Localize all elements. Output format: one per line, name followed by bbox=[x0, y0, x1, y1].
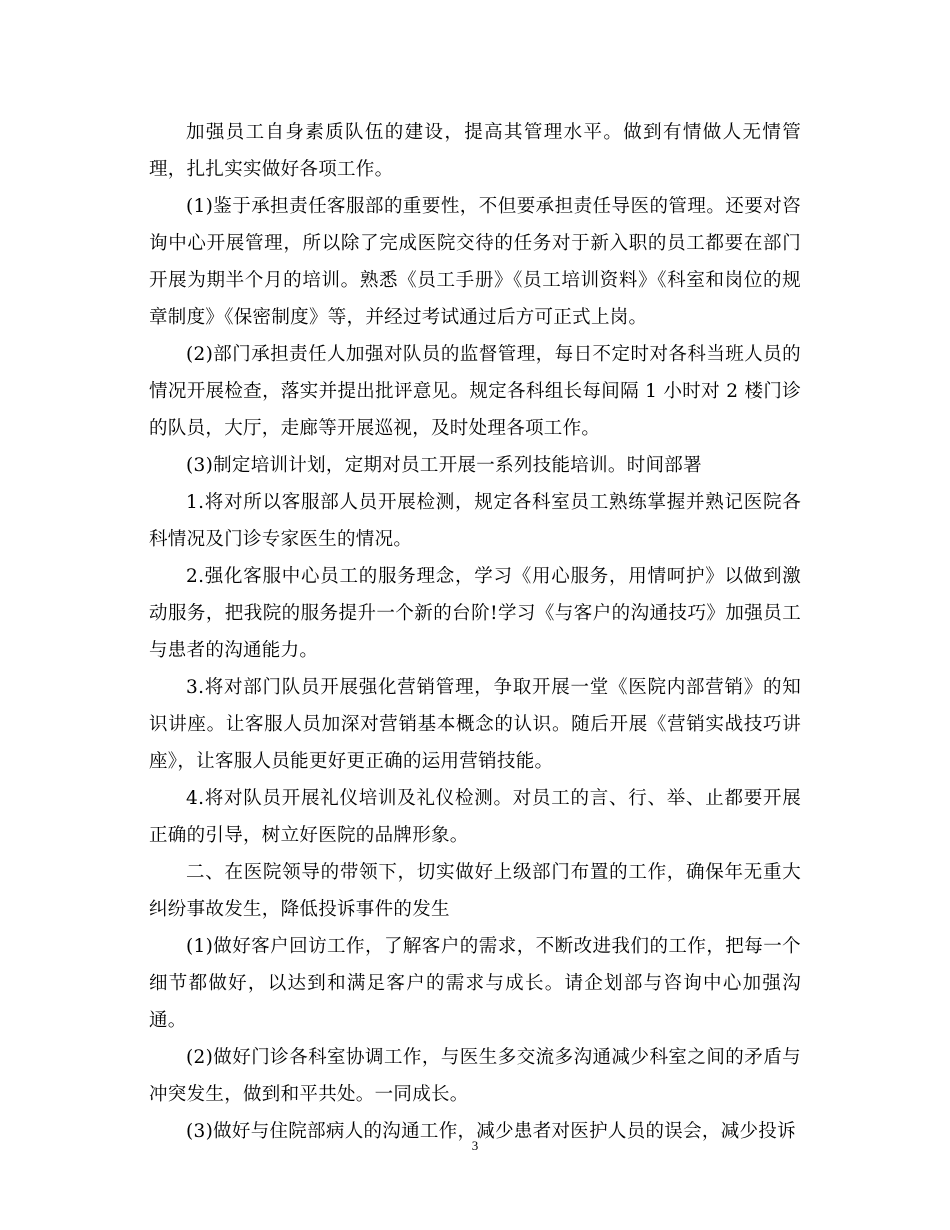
paragraph: (2)部门承担责任人加强对队员的监督管理，每日不定时对各科当班人员的情况开展检查，落实并提出批评意见。规定各科组长每间隔 1 小时对 2 楼门诊的队员，大厅，走廊等开展巡视，及时处理各项工作。 bbox=[149, 344, 801, 439]
paragraph: 二、在医院领导的带领下，切实做好上级部门布置的工作，确保年无重大纠纷事故发生，降低投诉事件的发生 bbox=[149, 862, 801, 920]
paragraph: 加强员工自身素质队伍的建设，提高其管理水平。做到有情做人无情管理，扎扎实实做好各项工作。 bbox=[149, 122, 801, 180]
paragraph: (2)做好门诊各科室协调工作，与医生多交流多沟通减少科室之间的矛盾与冲突发生，做到和平共处。一同成长。 bbox=[149, 1047, 801, 1105]
page-number: 3 bbox=[471, 1138, 479, 1153]
paragraph: 3.将对部门队员开展强化营销管理，争取开展一堂《医院内部营销》的知识讲座。让客服人员加深对营销基本概念的认识。随后开展《营销实战技巧讲座》，让客服人员能更好更正确的运用营销技能。 bbox=[149, 677, 801, 772]
paragraph: (1)鉴于承担责任客服部的重要性，不但要承担责任导医的管理。还要对咨询中心开展管理，所以除了完成医院交待的任务对于新入职的员工都要在部门开展为期半个月的培训。熟悉《员工手册》《员工培训资料》《科室和岗位的规章制度》《保密制度》等，并经过考试通过后方可正式上岗。 bbox=[149, 196, 801, 328]
paragraph: 2.强化客服中心员工的服务理念，学习《用心服务，用情呵护》以做到激动服务，把我院的服务提升一个新的台阶!学习《与客户的沟通技巧》加强员工与患者的沟通能力。 bbox=[149, 566, 801, 661]
paragraph: (1)做好客户回访工作，了解客户的需求，不断改进我们的工作，把每一个细节都做好，以达到和满足客户的需求与成长。请企划部与咨询中心加强沟通。 bbox=[149, 936, 801, 1031]
document-body bbox=[149, 114, 801, 1150]
paragraph: 4.将对队员开展礼仪培训及礼仪检测。对员工的言、行、举、止都要开展正确的引导，树立好医院的品牌形象。 bbox=[149, 788, 801, 846]
paragraph: (3)制定培训计划，定期对员工开展一系列技能培训。时间部署 bbox=[186, 455, 702, 476]
paragraph: 1.将对所以客服部人员开展检测，规定各科室员工熟练掌握并熟记医院各科情况及门诊专家医生的情况。 bbox=[149, 492, 801, 550]
paragraph: (3)做好与住院部病人的沟通工作，减少患者对医护人员的误会，减少投诉 bbox=[186, 1121, 796, 1142]
